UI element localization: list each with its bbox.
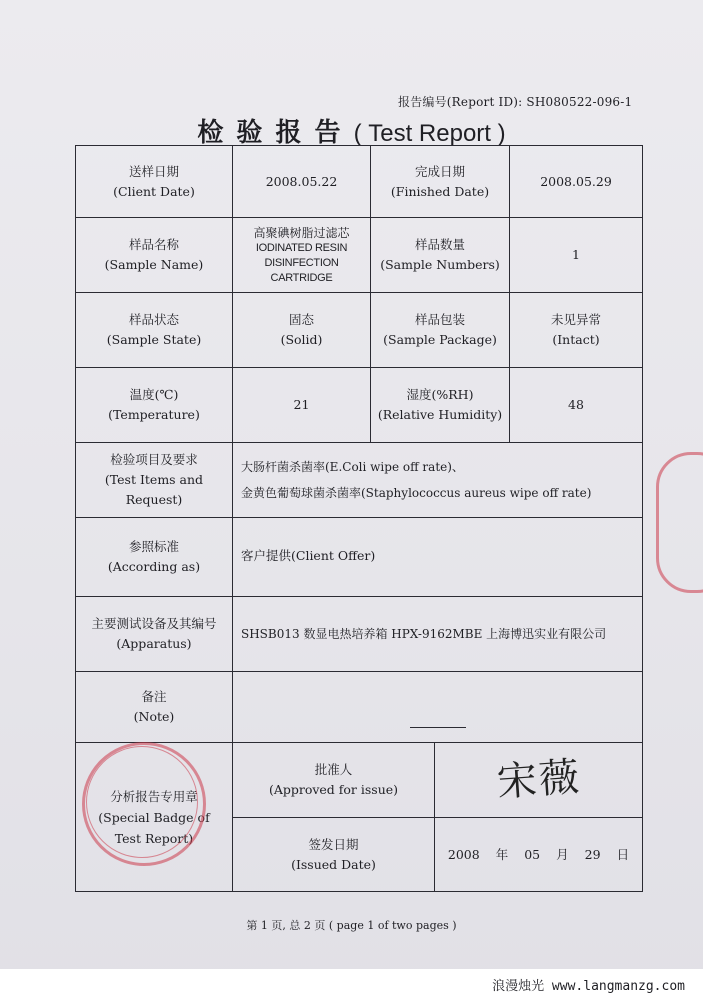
test-items-label [75,442,233,518]
according-value: 客户提供(Client Offer) [232,517,643,597]
finished-date-label-cn: 完成日期 [414,163,465,179]
issued-date-value [434,817,643,892]
according-label-en: (According as) [107,559,201,574]
issued-day-char: 日 [616,846,630,862]
sample-name-label-en: (Sample Name) [104,257,204,272]
badge-label-en-2: Test Report) [114,830,194,846]
issued-month-char: 月 [556,846,569,862]
signature-cell [434,742,643,818]
apparatus-label-cn: 主要测试设备及其编号 [91,616,217,631]
test-items-label-en: (Test Items and Request) [104,472,204,507]
sample-package-value-cn: 未见异常 [550,312,601,327]
apparatus-label-en: (Apparatus) [116,636,192,651]
sample-package-value-en: (Intact) [552,332,600,347]
temperature-label [75,367,233,443]
temperature-value: 21 [232,367,371,443]
sample-numbers-label-en: (Sample Numbers) [380,257,500,272]
issued-label [232,817,435,892]
sample-name-en-1: IODINATED RESIN [255,241,348,254]
signature: 宋薇 [494,754,583,806]
test-items-label-cn: 检验项目及要求 [110,452,198,467]
sample-state-label-cn: 样品状态 [128,312,179,327]
sample-state-value [232,292,371,368]
title-en: ( Test Report ) [353,120,506,147]
finished-date-value: 2008.05.29 [509,145,643,218]
humidity-label-cn: 湿度(%RH) [406,387,474,402]
sample-name-en-2: DISINFECTION [264,256,339,269]
sample-state-value-en: (Solid) [280,332,323,347]
according-label-cn: 参照标准 [128,539,179,554]
sample-numbers-label [370,217,510,293]
humidity-label [370,367,510,443]
title-cn: 检 验 报 告 [197,118,343,148]
temperature-label-en: (Temperature) [108,407,200,422]
sample-name-label [75,217,233,293]
test-items-value [232,442,643,518]
watermark: 浪漫烛光 www.langmanzg.com [0,969,703,1000]
sample-numbers-value: 1 [509,217,643,293]
page-footer: 第 1 页, 总 2 页 ( page 1 of two pages ) [246,919,457,932]
note-label [75,671,233,743]
client-date-label-en: (Client Date) [113,183,195,199]
test-item-2: 金黄色葡萄球菌杀菌率(Staphylococcus aureus wipe off rate) [241,486,592,500]
approved-label-cn: 批准人 [314,762,353,777]
sample-name-label-cn: 样品名称 [128,237,179,252]
apparatus-label [75,596,233,672]
approved-label-en: (Approved for issue) [268,782,399,797]
apparatus-value: SHSB013 数显电热培养箱 HPX-9162MBE 上海博迅实业有限公司 [232,596,643,672]
issued-day: 29 [584,846,601,862]
sample-package-value [509,292,643,368]
page-title [0,112,703,149]
finished-date-label [370,145,510,218]
client-date-label [75,145,233,218]
test-item-1: 大肠杆菌杀菌率(E.Coli wipe off rate)、 [241,460,464,474]
issued-year: 2008 [447,846,480,862]
sample-name-cn: 高聚碘树脂过滤芯 [253,225,350,240]
note-label-en: (Note) [133,709,175,724]
humidity-value: 48 [509,367,643,443]
badge-label-cn: 分析报告专用章 [110,788,198,804]
sample-package-label-cn: 样品包装 [414,312,465,327]
report-id: 报告编号(Report ID): SH080522-096-1 [398,95,633,109]
sample-package-label [370,292,510,368]
note-value [232,671,643,743]
issued-label-en: (Issued Date) [291,856,376,872]
finished-date-label-en: (Finished Date) [390,183,490,199]
note-dash [410,727,466,728]
approved-label [232,742,435,818]
according-label [75,517,233,597]
sample-name-value [232,217,371,293]
issued-label-cn: 签发日期 [308,836,359,852]
issued-year-char: 年 [495,846,509,862]
client-date-label-cn: 送样日期 [128,163,179,179]
temperature-label-cn: 温度(℃) [129,387,179,402]
sample-name-en-3: CARTRIDGE [270,271,333,284]
sample-state-label [75,292,233,368]
humidity-label-en: (Relative Humidity) [377,407,503,422]
issued-month: 05 [524,846,541,862]
client-date-value: 2008.05.22 [232,145,371,218]
sample-numbers-label-cn: 样品数量 [414,237,465,252]
badge-label-en-1: (Special Badge of [98,809,210,825]
note-label-cn: 备注 [141,689,167,704]
special-badge-stamp-inner-ring [86,746,198,858]
sample-package-label-en: (Sample Package) [383,332,497,347]
edge-stamp [656,452,703,593]
sample-state-label-en: (Sample State) [106,332,202,347]
sample-state-value-cn: 固态 [288,312,314,327]
